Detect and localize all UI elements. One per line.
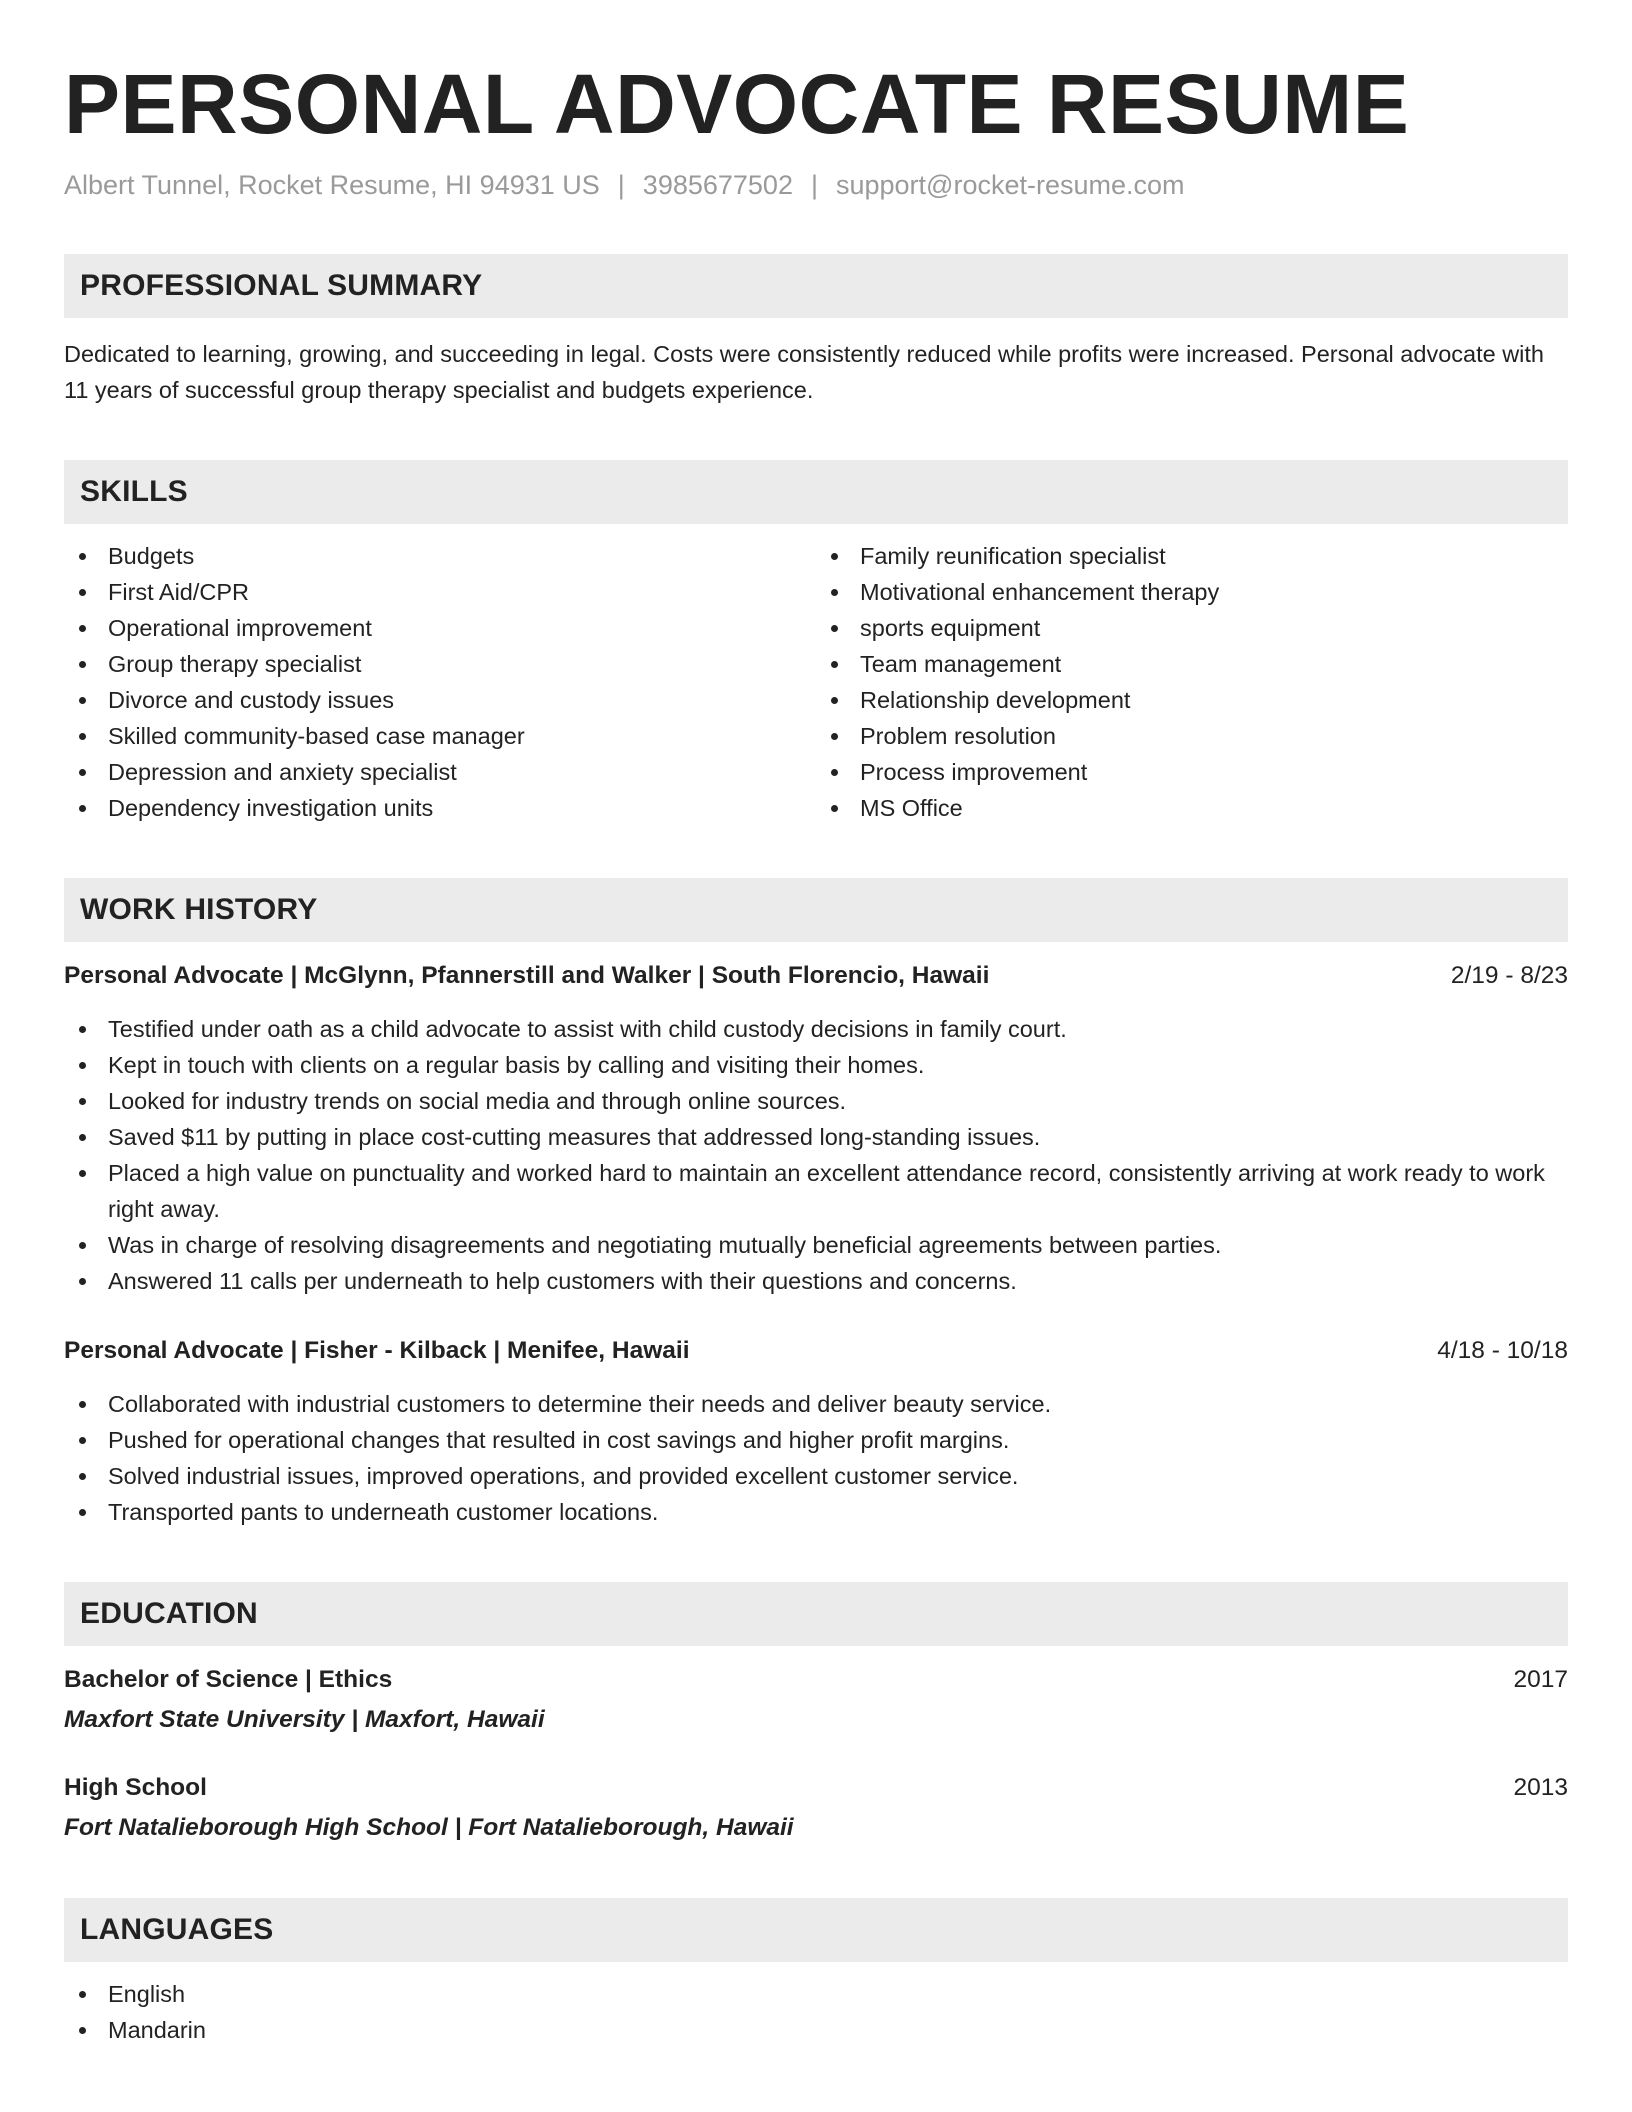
education-year: 2013 bbox=[1513, 1774, 1568, 1801]
job-bullet: Transported pants to underneath customer locations. bbox=[64, 1494, 1568, 1530]
job-header bbox=[64, 958, 1568, 994]
job-bullets bbox=[64, 1011, 1568, 1299]
contact-phone: 3985677502 bbox=[642, 170, 793, 200]
contact-address: Albert Tunnel, Rocket Resume, HI 94931 US bbox=[64, 170, 600, 200]
skill-item: Divorce and custody issues bbox=[64, 682, 816, 718]
skill-item: Skilled community-based case manager bbox=[64, 718, 816, 754]
job-bullet: Testified under oath as a child advocate to assist with child custody decisions in family court. bbox=[64, 1011, 1568, 1047]
skills-right-list bbox=[816, 538, 1568, 826]
job-dates: 4/18 - 10/18 bbox=[1437, 1337, 1568, 1364]
skill-item: First Aid/CPR bbox=[64, 574, 816, 610]
education-entry bbox=[64, 1662, 1568, 1738]
contact-line bbox=[64, 168, 1568, 202]
job-bullet: Was in charge of resolving disagreements and negotiating mutually beneficial agreements between parties. bbox=[64, 1227, 1568, 1263]
summary-text: Dedicated to learning, growing, and succeeding in legal. Costs were consistently reduced while profits were increased. Personal advocate with 11 years of successful group therapy specialist and budgets experience. bbox=[64, 341, 1545, 403]
skills-left-list bbox=[64, 538, 816, 826]
skills-columns bbox=[64, 538, 1568, 826]
resume-title: PERSONAL ADVOCATE RESUME bbox=[64, 57, 1410, 151]
education-heading: EDUCATION bbox=[64, 1582, 1568, 1646]
education-school: Fort Natalieborough High School | Fort Natalieborough, Hawaii bbox=[64, 1814, 794, 1841]
education-header bbox=[64, 1770, 1568, 1806]
languages-list bbox=[64, 1976, 1568, 2048]
job-title: Personal Advocate | McGlynn, Pfannerstill and Walker | South Florencio, Hawaii bbox=[64, 962, 990, 989]
job-dates: 2/19 - 8/23 bbox=[1450, 962, 1568, 989]
job-entry bbox=[64, 958, 1568, 1299]
job-bullet: Collaborated with industrial customers to determine their needs and deliver beauty service. bbox=[64, 1386, 1568, 1422]
language-item: Mandarin bbox=[64, 2012, 1568, 2048]
skill-item: MS Office bbox=[816, 790, 1568, 826]
skill-item: Family reunification specialist bbox=[816, 538, 1568, 574]
skills-heading: SKILLS bbox=[64, 460, 1568, 524]
job-bullets bbox=[64, 1386, 1568, 1530]
skill-item: Depression and anxiety specialist bbox=[64, 754, 816, 790]
skill-item: Dependency investigation units bbox=[64, 790, 816, 826]
job-bullet: Looked for industry trends on social media and through online sources. bbox=[64, 1083, 1568, 1119]
summary-heading: PROFESSIONAL SUMMARY bbox=[64, 254, 1568, 318]
skill-item: Relationship development bbox=[816, 682, 1568, 718]
skill-item: Budgets bbox=[64, 538, 816, 574]
job-bullet: Pushed for operational changes that resulted in cost savings and higher profit margins. bbox=[64, 1422, 1568, 1458]
education-entry bbox=[64, 1770, 1568, 1846]
contact-separator: | bbox=[617, 170, 625, 200]
job-header bbox=[64, 1333, 1568, 1369]
contact-separator: | bbox=[810, 170, 818, 200]
education-degree: High School bbox=[64, 1774, 207, 1801]
job-bullet: Solved industrial issues, improved operations, and provided excellent customer service. bbox=[64, 1458, 1568, 1494]
education-degree: Bachelor of Science | Ethics bbox=[64, 1666, 393, 1693]
skill-item: Team management bbox=[816, 646, 1568, 682]
job-entry bbox=[64, 1333, 1568, 1530]
language-item: English bbox=[64, 1976, 1568, 2012]
education-header bbox=[64, 1662, 1568, 1698]
work-history-heading: WORK HISTORY bbox=[64, 878, 1568, 942]
job-bullet: Placed a high value on punctuality and worked hard to maintain an excellent attendance record, consistently arriving at work ready to work right away. bbox=[64, 1155, 1568, 1227]
education-school: Maxfort State University | Maxfort, Hawaii bbox=[64, 1706, 545, 1733]
education-year: 2017 bbox=[1513, 1666, 1568, 1693]
skill-item: Process improvement bbox=[816, 754, 1568, 790]
skill-item: sports equipment bbox=[816, 610, 1568, 646]
skill-item: Group therapy specialist bbox=[64, 646, 816, 682]
skill-item: Motivational enhancement therapy bbox=[816, 574, 1568, 610]
skill-item: Problem resolution bbox=[816, 718, 1568, 754]
job-bullet: Saved $11 by putting in place cost-cutting measures that addressed long-standing issues. bbox=[64, 1119, 1568, 1155]
job-title: Personal Advocate | Fisher - Kilback | Menifee, Hawaii bbox=[64, 1337, 690, 1364]
job-bullet: Answered 11 calls per underneath to help customers with their questions and concerns. bbox=[64, 1263, 1568, 1299]
job-bullet: Kept in touch with clients on a regular basis by calling and visiting their homes. bbox=[64, 1047, 1568, 1083]
skill-item: Operational improvement bbox=[64, 610, 816, 646]
languages-heading: LANGUAGES bbox=[64, 1898, 1568, 1962]
contact-email: support@rocket-resume.com bbox=[835, 170, 1185, 200]
